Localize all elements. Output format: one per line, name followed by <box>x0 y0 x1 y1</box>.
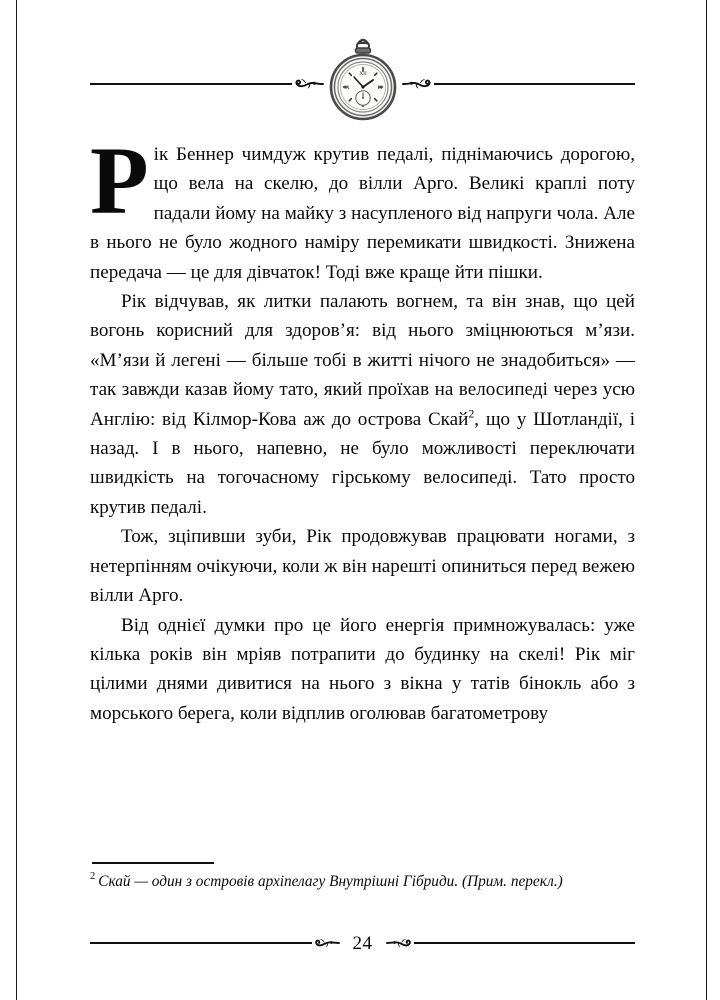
footnote-reference-marker[interactable]: 2 <box>468 406 475 421</box>
header-rule-right <box>434 83 636 85</box>
paragraph-2-text-before-note: Рік відчував, як литки палають вогнем, та він знав, що цей вогонь корисний для здоров’я: від нього зміцнюються м’язи. «М’язи й легені — більше тобі в житті нічого не знадобиться» — так завжди казав йому тато, який проїхав на велосипеді через усю Англію: від Кілмор-Кова аж до острова Скай <box>90 291 635 430</box>
paragraph-3: Тож, зціпивши зуби, Рік продовжував працювати ногами, з нетерпінням очікуючи, коли ж він нарешті опиниться перед вежею вілли Арго. <box>90 526 635 607</box>
leaf-flourish-icon <box>402 74 432 94</box>
leaf-flourish-icon <box>314 934 340 952</box>
paragraph-1-text: ік Беннер чимдуж крутив педалі, піднімаючись дорогою, що вела на скелю, до вілли Арго. Великі краплі поту падали йому на майку з насупленого від напруги чола. Але в нього не було жодного наміру перемикати швидкості. Знижена передача — це для дівчаток! Тоді вже краще йти пішки. <box>90 144 635 283</box>
page-footer <box>90 930 635 956</box>
page-edge-left <box>16 0 17 1000</box>
page-number: 24 <box>352 932 373 954</box>
drop-cap: Р <box>90 127 149 234</box>
paragraph-4: Від однієї думки про це його енергія примножувалась: уже кілька років він мріяв потрапити до будинку на скелі! Рік міг цілими днями дивитися на нього з вікна у татів бінокль або з морського берега, коли відплив оголював багатометрову <box>90 614 635 724</box>
footnote-zone <box>90 862 635 893</box>
svg-text:IX: IX <box>343 85 350 91</box>
svg-text:XII: XII <box>358 71 367 77</box>
leaf-flourish-icon <box>294 74 324 94</box>
pocket-watch-icon <box>327 32 399 128</box>
footnote-separator-rule <box>92 862 214 864</box>
footer-rule-right <box>414 942 636 944</box>
page-content <box>90 0 635 1000</box>
header-rule-left <box>90 83 292 85</box>
header-ornament <box>90 28 635 140</box>
paragraph-2-text-after-note: , що у Шотландії, і назад. І в нього, напевно, не було можливості переключати швидкість на тогочасному гірському велосипеді. Тато просто крутив педалі. <box>90 408 636 518</box>
footnote <box>90 871 635 894</box>
footer-rule-left <box>90 942 312 944</box>
page-edge-right <box>706 0 707 1000</box>
leaf-flourish-icon <box>386 934 412 952</box>
paragraph-1 <box>90 127 635 287</box>
paragraph-2 <box>90 287 635 522</box>
body-text <box>90 127 636 728</box>
footnote-marker: 2 <box>90 871 96 883</box>
svg-text:III: III <box>376 85 383 91</box>
footnote-text: Скай — один з островів архіпелагу Внутрішні Гібриди. (Прим. перекл.) <box>98 872 563 890</box>
